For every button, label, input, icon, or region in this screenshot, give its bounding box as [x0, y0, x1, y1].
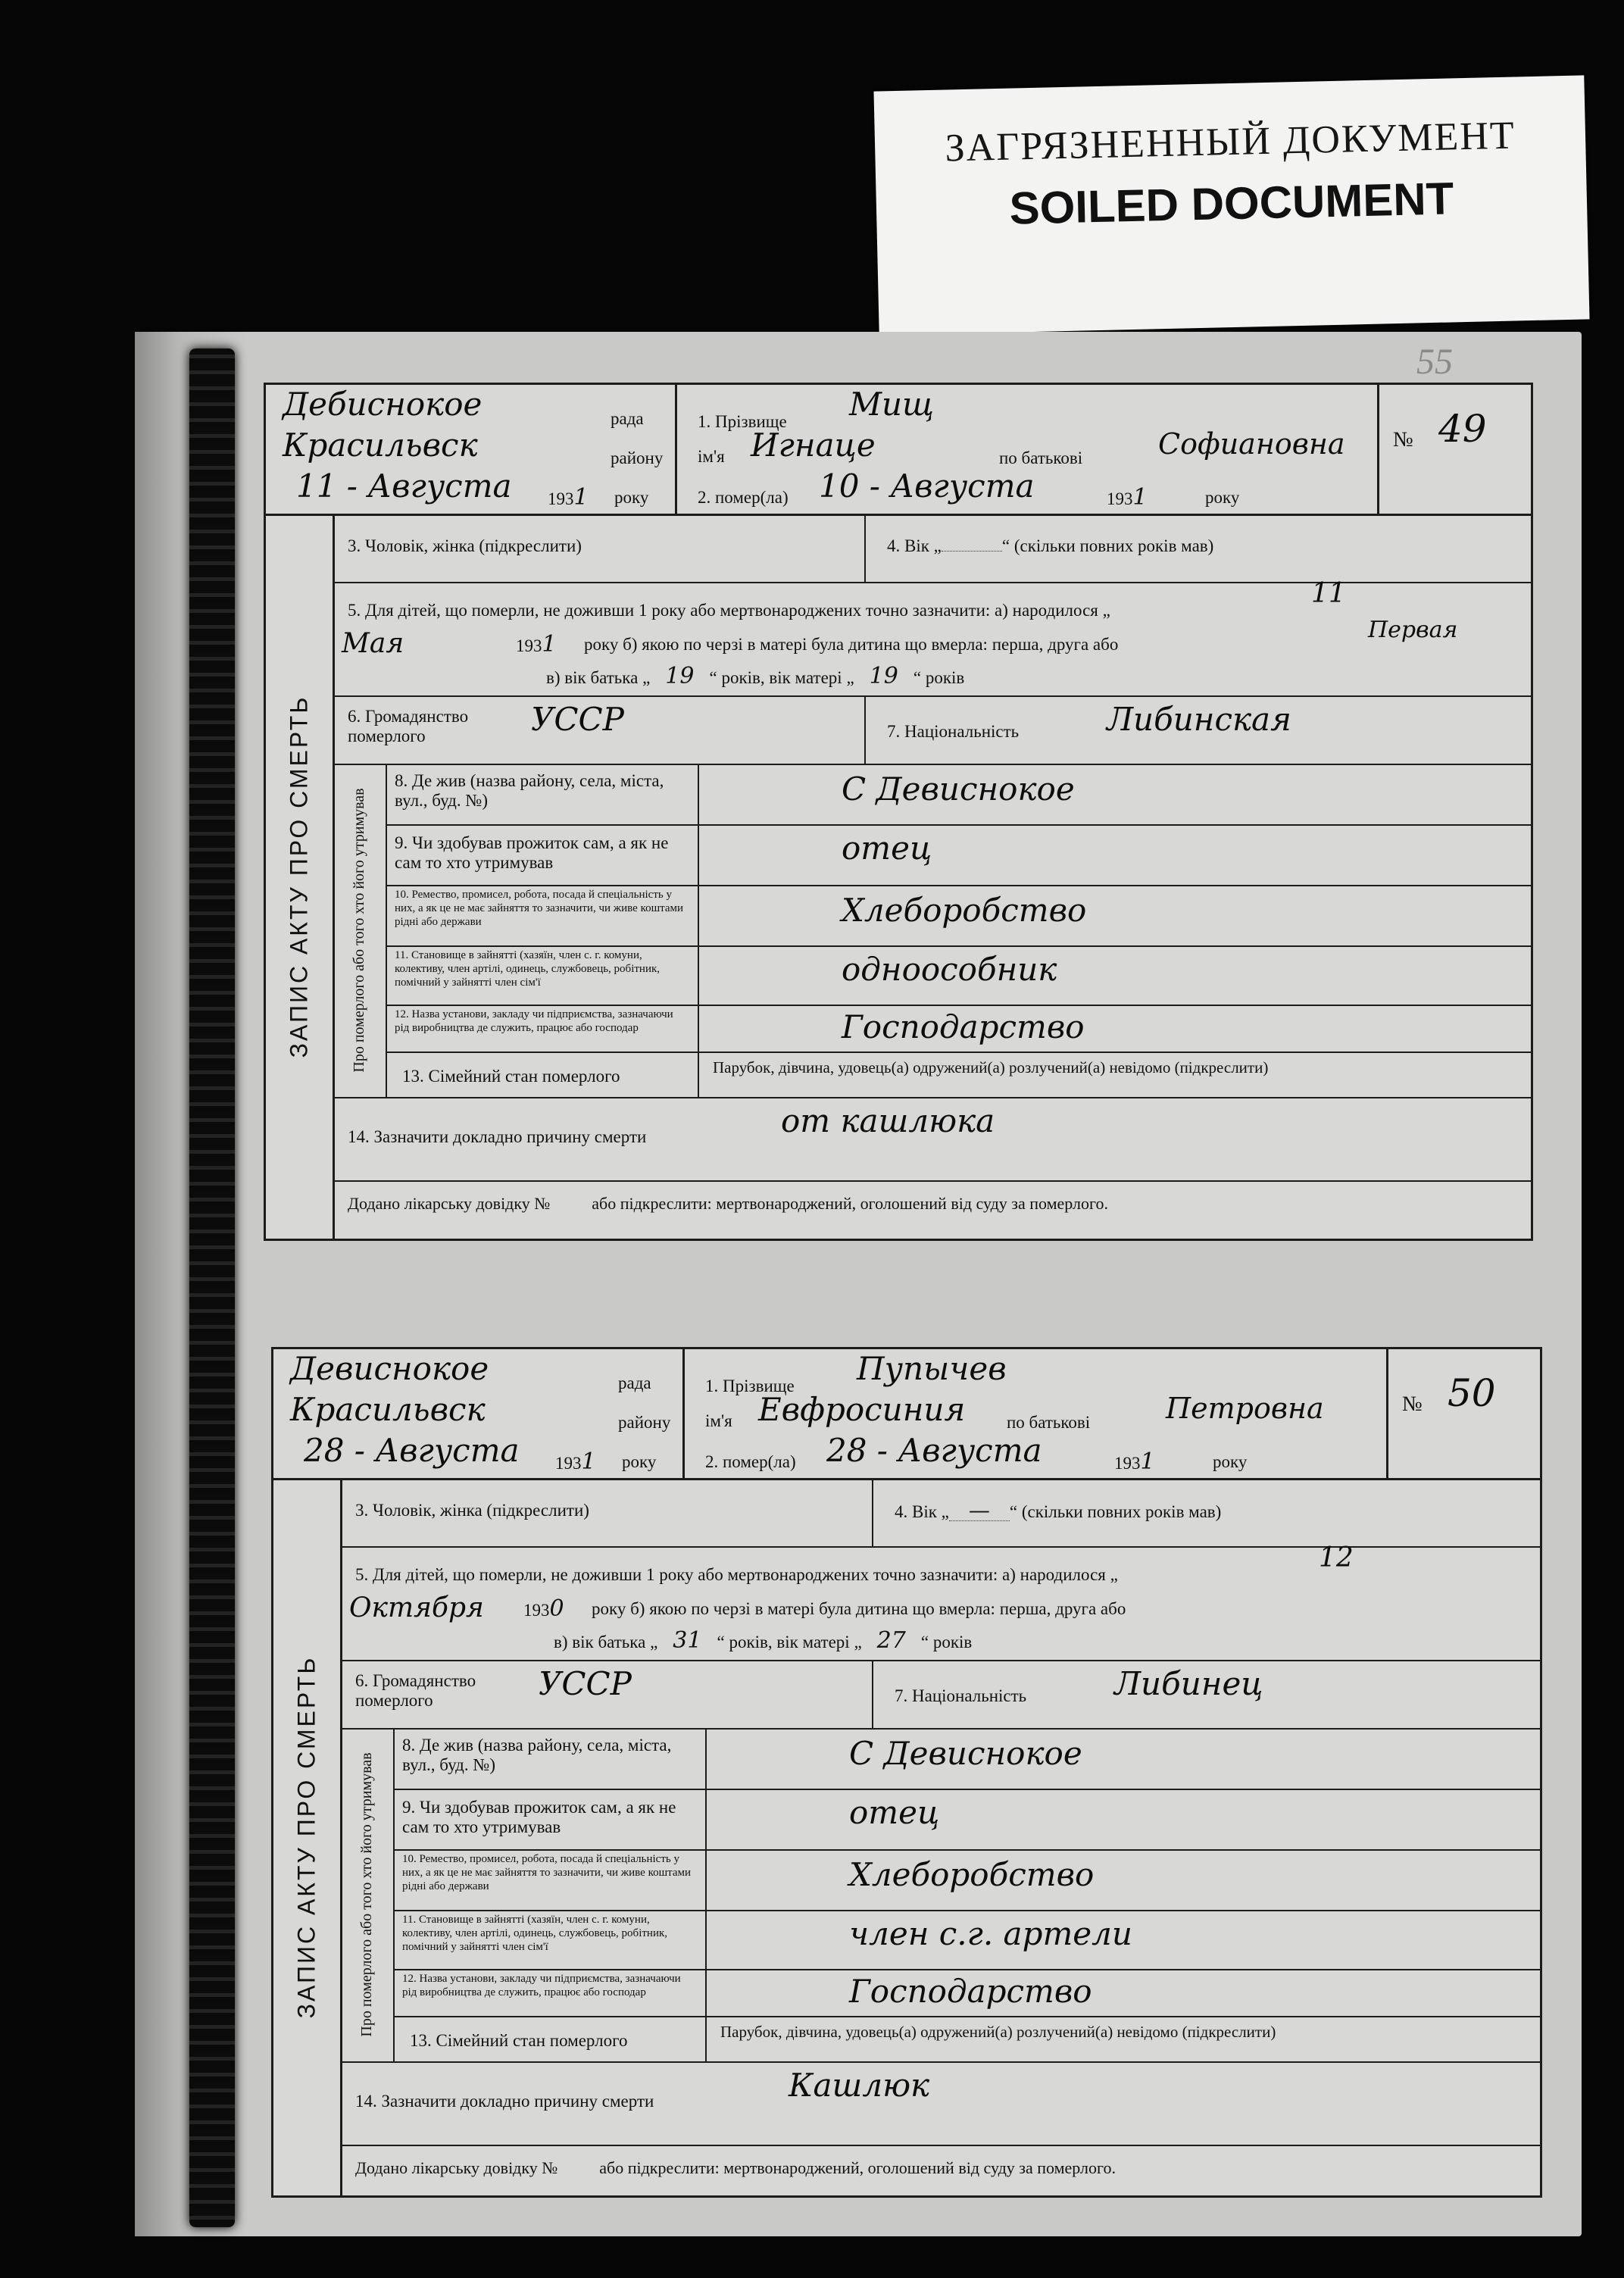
year-prefix: 193 — [516, 636, 542, 655]
q5-line1: 5. Для дітей, що померли, не доживши 1 року або мертвонароджених точно зазначити: а) народилося „ — [355, 1565, 1118, 1584]
stamp-text-ru: ЗАГРЯЗНЕННЫЙ ДОКУМЕНТ — [944, 114, 1516, 170]
side-title-text: ЗАПИС АКТУ ПРО СМЕРТЬ — [292, 1655, 320, 2018]
surname-value: Мищ — [849, 386, 935, 423]
record-header — [273, 1349, 1540, 1480]
soiled-document-label — [873, 75, 1589, 335]
record-header — [266, 385, 1531, 516]
q6-label: 6. Громадянство померлого — [348, 707, 469, 745]
cause-of-death-value: Кашлюк — [789, 2067, 930, 2104]
death-year-prefix — [1107, 484, 1148, 511]
occupation-value: Хлеборобство — [842, 892, 1087, 929]
roku-label: року — [622, 1452, 657, 1471]
name-value: Игнаце — [751, 427, 876, 464]
year-prefix: 193 — [523, 1601, 550, 1620]
roku-label: року — [1205, 488, 1240, 507]
q11-label: 11. Становище в зайнятті (хазяїн, член с. г. комуни, колективу, член артілі, одинець, службовець, робітник, помічний у зайнятті член сім'ї — [402, 1914, 668, 1953]
year-prefix: 193 — [548, 489, 574, 508]
name-label: ім'я — [698, 447, 725, 466]
born-month-value: Мая — [342, 628, 404, 659]
q4-label-b: “ (скільки повних років мав) — [1009, 1502, 1222, 1521]
name-value: Евфросиния — [758, 1391, 966, 1428]
death-year-value: 1 — [1140, 1448, 1155, 1475]
rayon-value: Красильвск — [283, 427, 478, 464]
q13-label: 13. Сімейний стан померлого — [410, 2031, 628, 2050]
born-day-value: 11 — [1311, 578, 1346, 609]
supported-by-value: отец — [849, 1794, 940, 1831]
death-date-value: 28 - Августа — [826, 1432, 1042, 1469]
form-footer: Додано лікарську довідку № або підкреслити: мертвонароджений, оголошений від суду за померлого. — [355, 2158, 1116, 2177]
rada-value: Дебиснокое — [283, 386, 483, 423]
roku-label: року — [614, 488, 649, 507]
age-value: — — [949, 1501, 1010, 1521]
rada-label: рада — [611, 409, 644, 428]
q5-line3 — [546, 663, 965, 689]
number-label: № — [1393, 428, 1413, 452]
q4-label-a: 4. Вік „ — [887, 536, 942, 555]
born-month-value: Октября — [349, 1592, 484, 1623]
occupation-value: Хлеборобство — [849, 1856, 1095, 1893]
birth-order-value: Первая — [1368, 617, 1458, 643]
rayon-label: району — [611, 448, 664, 467]
patronymic-value: Петровна — [1166, 1392, 1324, 1425]
born-year — [523, 1595, 564, 1622]
year-prefix: 193 — [1107, 489, 1133, 508]
q7-label: 7. Національність — [895, 1686, 1027, 1705]
age-value — [942, 551, 1002, 552]
q5-line3 — [554, 1627, 973, 1654]
workplace-value: Господарство — [849, 1973, 1092, 2010]
father-age-value: 19 — [665, 663, 695, 689]
record-number-box — [1386, 1349, 1540, 1478]
born-day-value: 12 — [1319, 1542, 1354, 1573]
record-number-box — [1377, 385, 1531, 514]
q5-mother-age-label: “ років, вік матері „ — [709, 668, 854, 687]
rayon-label: району — [618, 1413, 671, 1432]
page-number: 55 — [1416, 342, 1453, 382]
cause-of-death-value: от кашлюка — [781, 1102, 995, 1139]
side-subtitle — [340, 1728, 395, 2061]
patronymic-value: Софиановна — [1158, 427, 1345, 461]
q13-options: Парубок, дівчина, удовець(а) одружений(а) розлучений(а) невідомо (підкреслити) — [720, 2023, 1276, 2041]
q10-label: 10. Ремество, промисел, робота, посада й спеціальність у них, а як це не має зайняття то зазначити, чи живе коштами рідні або держави — [395, 889, 684, 928]
q3-label: 3. Чоловік, жінка (підкреслити) — [355, 1501, 589, 1520]
reg-year-prefix — [548, 484, 589, 511]
q5-line1: 5. Для дітей, що померли, не доживши 1 року або мертвонароджених точно зазначити: а) народилося „ — [348, 601, 1110, 620]
q5-father-age-label: в) вік батька „ — [546, 668, 651, 687]
death-year-value: 1 — [1132, 484, 1148, 511]
death-date-value: 10 - Августа — [819, 467, 1035, 505]
name-label: ім'я — [705, 1411, 732, 1430]
q9-label: 9. Чи здобував прожиток сам, а як не сам то хто утримував — [395, 833, 669, 872]
q4-label-a: 4. Вік „ — [895, 1502, 949, 1521]
mother-age-value: 19 — [869, 663, 898, 689]
q6-label: 6. Громадянство померлого — [355, 1671, 476, 1710]
death-year-prefix — [1114, 1448, 1155, 1475]
registration-year-value: 1 — [573, 484, 589, 511]
supported-by-value: отец — [842, 830, 932, 867]
q4-label — [887, 536, 1213, 556]
residence-value: С Девиснокое — [842, 770, 1075, 808]
employment-status-value: член с.г. артели — [849, 1915, 1132, 1952]
q5-years-label: “ років — [913, 668, 965, 687]
patronymic-label: по батькові — [1007, 1413, 1091, 1432]
q9-label: 9. Чи здобував прожиток сам, а як не сам то хто утримував — [402, 1798, 676, 1836]
born-year-value: 0 — [549, 1595, 564, 1622]
surname-value: Пупычев — [857, 1350, 1007, 1387]
citizenship-value: УССР — [539, 1665, 632, 1702]
q5-mother-age-label: “ років, вік матері „ — [717, 1633, 862, 1651]
q8-label: 8. Де жив (назва району, села, міста, вул., буд. №) — [395, 771, 664, 810]
q7-label: 7. Національність — [887, 722, 1020, 741]
number-label: № — [1402, 1392, 1423, 1416]
q4-label — [895, 1498, 1222, 1523]
side-subtitle-text: Про померлого або того хто його утримував — [351, 788, 367, 1073]
q10-label: 10. Ремество, промисел, робота, посада й спеціальність у них, а як це не має зайняття то зазначити, чи живе коштами рідні або держави — [402, 1853, 692, 1892]
year-prefix: 193 — [555, 1454, 582, 1473]
q3-label: 3. Чоловік, жінка (підкреслити) — [348, 536, 582, 555]
q14-label: 14. Зазначити докладно причину смерти — [355, 2092, 654, 2111]
q12-label: 12. Назва установи, закладу чи підприємства, зазначаючи рід виробництва де служить, працює або господар — [395, 1008, 673, 1034]
record-number-value: 50 — [1448, 1371, 1496, 1415]
registration-date-value: 28 - Августа — [304, 1432, 520, 1469]
q13-options: Парубок, дівчина, удовець(а) одружений(а) розлучений(а) невідомо (підкреслити) — [713, 1058, 1269, 1077]
stamp-text-en: SOILED DOCUMENT — [1008, 173, 1454, 234]
side-title — [273, 1478, 342, 2195]
patronymic-label: по батькові — [999, 448, 1083, 467]
side-title-text: ЗАПИС АКТУ ПРО СМЕРТЬ — [285, 695, 313, 1058]
year-prefix: 193 — [1114, 1454, 1141, 1473]
born-year — [516, 631, 557, 658]
died-label: 2. помер(ла) — [698, 488, 789, 507]
q5-father-age-label: в) вік батька „ — [554, 1633, 658, 1651]
registration-year-value: 1 — [581, 1448, 596, 1475]
death-record-form — [271, 1347, 1542, 2198]
q5-years-label: “ років — [920, 1633, 973, 1651]
mother-age-value: 27 — [876, 1627, 906, 1654]
rada-value: Девиснокое — [290, 1350, 489, 1387]
page-binding — [189, 348, 235, 2227]
side-subtitle-text: Про померлого або того хто його утримував — [358, 1752, 375, 2037]
side-title — [266, 514, 335, 1239]
q5-line2: року б) якою по черзі в матері була дитина що вмерла: перша, друга або — [592, 1599, 1126, 1618]
side-subtitle — [333, 764, 387, 1097]
workplace-value: Господарство — [842, 1008, 1085, 1045]
rada-label: рада — [618, 1373, 651, 1392]
died-label: 2. помер(ла) — [705, 1452, 796, 1471]
surname-label: 1. Прізвище — [705, 1376, 795, 1395]
reg-year-prefix — [555, 1448, 596, 1475]
roku-label: року — [1213, 1452, 1248, 1471]
employment-status-value: одноособник — [842, 951, 1057, 988]
surname-label: 1. Прізвище — [698, 412, 787, 431]
form-footer: Додано лікарську довідку № або підкреслити: мертвонароджений, оголошений від суду за померлого. — [348, 1194, 1108, 1213]
nationality-value: Либинская — [1107, 701, 1291, 738]
registration-date-value: 11 - Августа — [296, 467, 512, 505]
death-record-form — [264, 383, 1533, 1241]
q8-label: 8. Де жив (назва району, села, міста, вул., буд. №) — [402, 1736, 672, 1774]
nationality-value: Либинец — [1114, 1665, 1263, 1702]
citizenship-value: УССР — [531, 701, 624, 738]
q11-label: 11. Становище в зайнятті (хазяїн, член с. г. комуни, колективу, член артілі, одинець, службовець, робітник, помічний у зайнятті член сім'ї — [395, 949, 661, 989]
q12-label: 12. Назва установи, закладу чи підприємства, зазначаючи рід виробництва де служить, працює або господар — [402, 1973, 681, 1998]
q4-label-b: “ (скільки повних років мав) — [1001, 536, 1214, 555]
father-age-value: 31 — [673, 1627, 702, 1654]
residence-value: С Девиснокое — [849, 1735, 1082, 1772]
q5-line2: року б) якою по черзі в матері була дитина що вмерла: перша, друга або — [584, 635, 1119, 654]
q13-label: 13. Сімейний стан померлого — [402, 1067, 620, 1086]
q14-label: 14. Зазначити докладно причину смерти — [348, 1127, 647, 1146]
rayon-value: Красильвск — [290, 1391, 486, 1428]
born-year-value: 1 — [542, 631, 557, 658]
record-number-value: 49 — [1438, 407, 1487, 451]
